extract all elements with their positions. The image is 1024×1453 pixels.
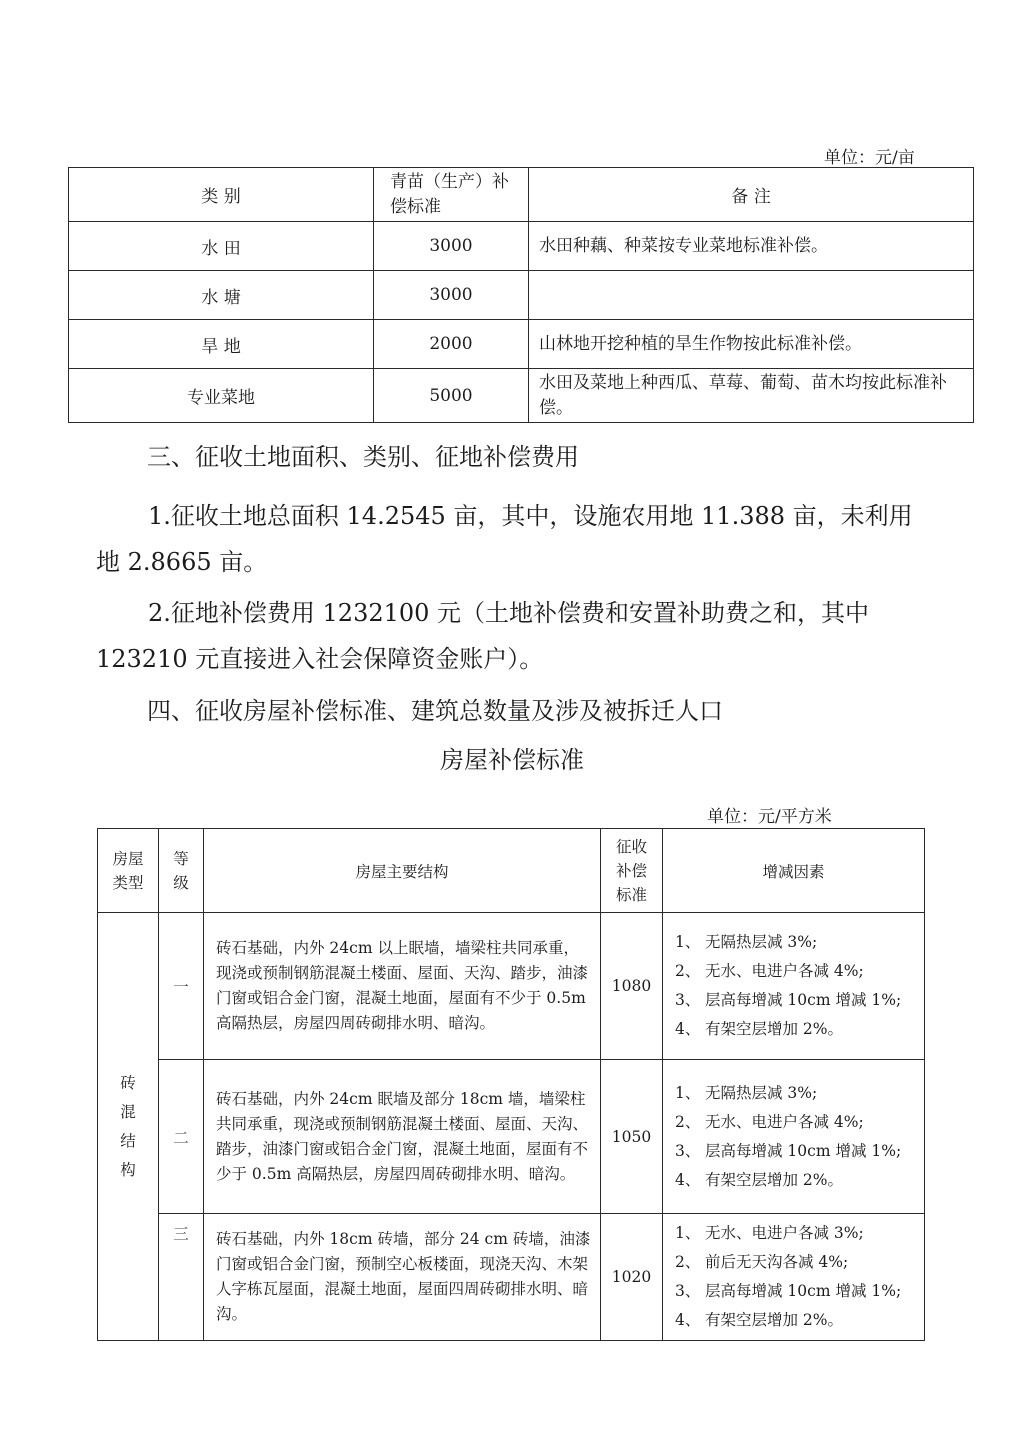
header-structure: 房屋主要结构 [204,829,601,913]
row-category: 水 塘 [69,271,374,320]
table-row [98,913,925,1060]
grade-cell: 二 [159,1060,204,1214]
table-header-row [98,829,925,913]
table-row [69,222,974,271]
factors-cell: 1、 无水、电进户各减 3%; 2、 前后无天沟各减 4%; 3、 层高每增减 10cm 增减 1%; 4、 有架空层增加 2%。 [663,1214,925,1341]
section-3-heading: 三、征收土地面积、类别、征地补偿费用 [147,443,579,471]
crop-compensation-table [68,167,974,423]
standard-cell: 1020 [601,1214,663,1341]
crop-table-unit: 单位：元/亩 [824,148,915,168]
row-standard: 2000 [374,320,529,369]
section-3-paragraph-1: 1.征收土地总面积 14.2545 亩，其中，设施农用地 11.388 亩，未利用地 2.8665 亩。 [96,502,913,576]
standard-cell: 1050 [601,1060,663,1214]
row-remark: 山林地开挖种植的旱生作物按此标准补偿。 [529,320,974,369]
table-row [69,271,974,320]
table-row [69,320,974,369]
table-row [69,369,974,423]
header-category: 类 别 [69,168,374,222]
header-standard: 青苗（生产）补偿标准 [374,168,529,222]
row-remark: 水田及菜地上种西瓜、草莓、葡萄、苗木均按此标准补偿。 [529,369,974,423]
house-table-unit: 单位：元/平方米 [707,807,832,827]
row-standard: 3000 [374,271,529,320]
grade-cell: 一 [159,913,204,1060]
table-header-row [69,168,974,222]
table-row [98,1214,925,1341]
factors-cell: 1、 无隔热层减 3%; 2、 无水、电进户各减 4%; 3、 层高每增减 10cm 增减 1%; 4、 有架空层增加 2%。 [663,913,925,1060]
structure-cell: 砖石基础，内外 18cm 砖墙，部分 24 cm 砖墙，油漆门窗或铝合金门窗，预制空心板楼面，现浇天沟、木架人字栋瓦屋面，混凝土地面，屋面四周砖砌排水明、暗沟。 [204,1214,601,1341]
header-grade: 等 级 [159,829,204,913]
factors-cell: 1、 无隔热层减 3%; 2、 无水、电进户各减 4%; 3、 层高每增减 10cm 增减 1%; 4、 有架空层增加 2%。 [663,1060,925,1214]
row-category: 专业菜地 [69,369,374,423]
section-4-heading: 四、征收房屋补偿标准、建筑总数量及涉及被拆迁人口 [147,697,723,725]
house-compensation-table [97,828,925,1341]
standard-cell: 1080 [601,913,663,1060]
header-remark: 备 注 [529,168,974,222]
table-row [98,1060,925,1214]
row-standard: 5000 [374,369,529,423]
house-type-cell: 砖 混 结 构 [98,913,159,1341]
structure-cell: 砖石基础，内外 24cm 眠墙及部分 18cm 墙，墙梁柱共同承重，现浇或预制钢筋混凝土楼面、屋面、天沟、踏步，油漆门窗或铝合金门窗，混凝土地面，屋面有不少于 0.5m 高隔热层，房屋四周砖砌排水明、暗沟。 [204,1060,601,1214]
house-table-title: 房屋补偿标准 [440,746,584,774]
row-category: 水 田 [69,222,374,271]
header-factors: 增减因素 [663,829,925,913]
row-remark [529,271,974,320]
header-house-type: 房屋 类型 [98,829,159,913]
structure-cell: 砖石基础，内外 24cm 以上眠墙，墙梁柱共同承重，现浇或预制钢筋混凝土楼面、屋面、天沟、踏步，油漆门窗或铝合金门窗，混凝土地面，屋面有不少于 0.5m 高隔热层，房屋四周砖砌排水明、暗沟。 [204,913,601,1060]
row-standard: 3000 [374,222,529,271]
header-standard: 征收 补偿 标准 [601,829,663,913]
grade-cell: 三 [159,1214,204,1341]
section-3-paragraph-2: 2.征地补偿费用 1232100 元（土地补偿费和安置补助费之和，其中 123210 元直接进入社会保障资金账户）。 [96,599,870,673]
row-remark: 水田种藕、种菜按专业菜地标准补偿。 [529,222,974,271]
row-category: 旱 地 [69,320,374,369]
